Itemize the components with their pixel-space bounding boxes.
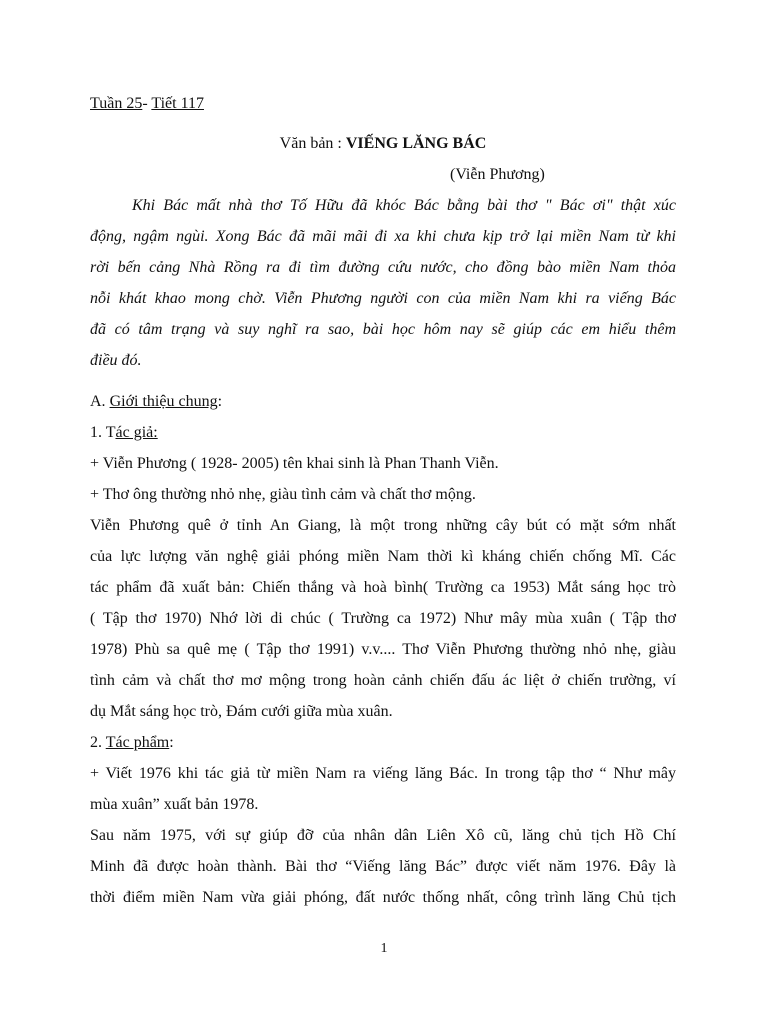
section-a-title: Giới thiệu chung [109, 393, 218, 410]
section-a-suffix: : [217, 393, 223, 410]
title-author: (Viễn Phương) [450, 166, 545, 183]
author-line: ( Tập thơ 1970) Nhớ lời di chúc ( Trường ca 1972) Như mây mùa xuân ( Tập thơ [90, 610, 676, 627]
author-line: + Viễn Phương ( 1928- 2005) tên khai sinh là Phan Thanh Viễn. [90, 455, 499, 472]
author-subheading [90, 417, 158, 448]
week-label: Tuần 25 [90, 95, 143, 112]
work-line: Minh đã được hoàn thành. Bài thơ “Viếng lăng Bác” được viết năm 1976. Đây là [90, 858, 676, 875]
work-line: + Viết 1976 khi tác giả từ miền Nam ra viếng lăng Bác. In trong tập thơ “ Như mây [90, 765, 676, 782]
title-prefix: Văn bản : [279, 135, 346, 152]
text-title [90, 128, 676, 159]
intro-line: nỗi khát khao mong chờ. Viễn Phương người con của miền Nam khi ra viếng Bác [90, 290, 676, 307]
work-subheading [90, 727, 174, 758]
author-line: dụ Mắt sáng học trò, Đám cưới giữa mùa xuân. [90, 703, 393, 720]
author-line: + Thơ ông thường nhỏ nhẹ, giàu tình cảm và chất thơ mộng. [90, 486, 476, 503]
sub1-prefix: 1. T [90, 424, 116, 441]
intro-line: Khi Bác mất nhà thơ Tố Hữu đã khóc Bác bằng bài thơ " Bác ơi" thật xúc [132, 197, 676, 214]
intro-line: rời bến cảng Nhà Rồng ra đi tìm đường cứu nước, cho đồng bào miền Nam thỏa [90, 259, 676, 276]
work-line: Sau năm 1975, với sự giúp đỡ của nhân dân Liên Xô cũ, lăng chủ tịch Hồ Chí [90, 827, 676, 844]
work-line: mùa xuân” xuất bản 1978. [90, 796, 259, 813]
author-line: Viễn Phương quê ở tỉnh An Giang, là một trong những cây bút có mặt sớm nhất [90, 517, 676, 534]
title-name: VIẾNG LĂNG BÁC [345, 135, 487, 152]
page-number: 1 [380, 941, 388, 956]
intro-line: điều đó. [90, 352, 142, 369]
sub1-title: ác giả: [115, 424, 158, 441]
intro-line: đã có tâm trạng và suy nghĩ ra sao, bài học hôm nay sẽ giúp các em hiểu thêm [90, 321, 676, 338]
sub2-prefix: 2. [90, 734, 106, 751]
author-line: của lực lượng văn nghệ giải phóng miền Nam thời kì kháng chiến chống Mĩ. Các [90, 548, 676, 565]
author-line: tác phẩm đã xuất bản: Chiến thắng và hoà bình( Trường ca 1953) Mắt sáng học trò [90, 579, 676, 596]
author-line: tình cảm và chất thơ mơ mộng trong hoàn cảnh chiến đấu ác liệt ở chiến trường, ví [90, 672, 676, 689]
work-line: thời điểm miền Nam vừa giải phóng, đất nước thống nhất, công trình lăng Chủ tịch [90, 889, 676, 906]
section-a-prefix: A. [90, 393, 110, 410]
sub2-suffix: : [169, 734, 174, 751]
author-line: 1978) Phù sa quê mẹ ( Tập thơ 1991) v.v.... Thơ Viễn Phương thường nhỏ nhẹ, giàu [90, 641, 676, 658]
intro-line: động, ngậm ngùi. Xong Bác đã mãi mãi đi xa khi chưa kịp trở lại miền Nam từ khi [90, 228, 676, 245]
section-a-heading [90, 386, 222, 417]
lesson-label: Tiết 117 [151, 95, 204, 112]
header-separator: - [142, 95, 152, 112]
sub2-title: Tác phẩm [105, 734, 170, 751]
lesson-header [90, 88, 204, 119]
